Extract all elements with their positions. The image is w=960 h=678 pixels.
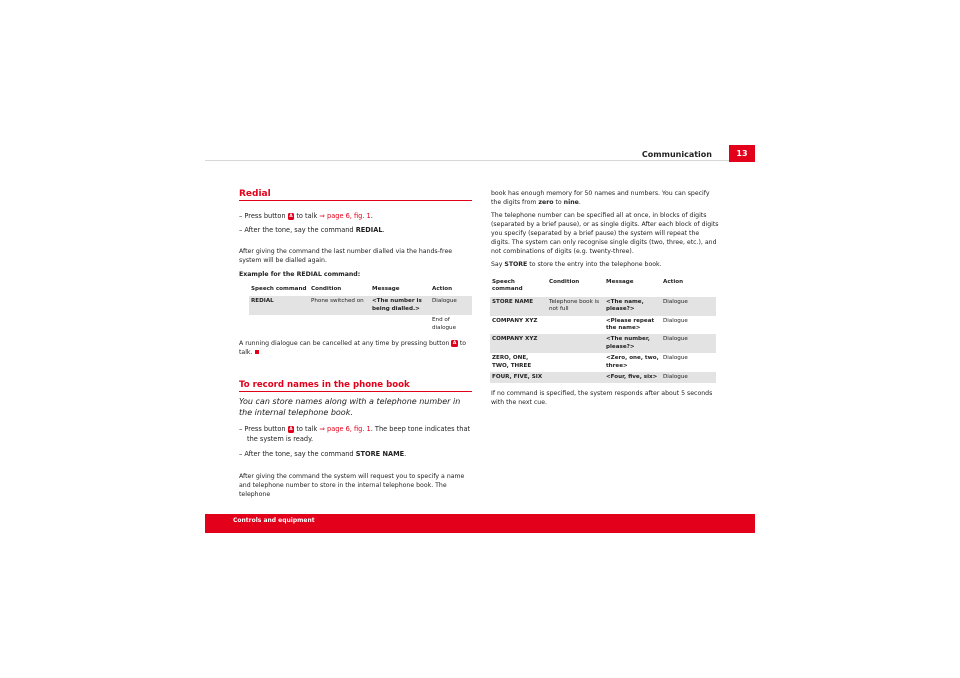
redial-example-heading: Example for the REDIAL command: [239,271,361,278]
header-rule [205,160,755,161]
right-paragraph-1: book has enough memory for 50 names and numbers. You can specify the digits from zero to nine. [491,190,710,206]
record-step-1: – Press button A to talk ⇒ page 6, fig. 1. The beep tone indicates that the system is ready. [239,425,471,443]
redial-table [249,284,472,334]
redial-step-2: – After the tone, say the command REDIAL. [239,226,385,234]
table-header-row: Speech command Condition Message Action [251,286,453,292]
page-number: 13 [736,149,748,158]
footer-bar [205,514,755,533]
redial-title: Redial [239,189,271,199]
record-title-rule [239,391,472,392]
redial-step-1: – Press button A to talk ⇒ page 6, fig. 1. [239,212,373,220]
talk-button-icon: A [289,213,293,219]
right-paragraph-2: The telephone number can be specified all at once, in blocks of digits (separated by a brief pause), or as single digits. After each block of digits you specify (separated by a brief pause) the system will repeat the digits. The system can only recognise single digits (two, three, etc.), and not combinations of digits (e.g. twenty-three). [491,212,719,255]
talk-button-icon: A [289,426,293,432]
page-number-box [729,145,755,162]
table-header-row: Speech command Condition Message Action [492,279,684,293]
record-subtitle: You can store names along with a telephone number in the internal telephone book. [239,397,461,417]
talk-button-icon: A [452,340,457,346]
redial-title-rule [239,200,472,201]
right-paragraph-3: Say STORE to store the entry into the telephone book. [491,261,662,268]
table-row: REDIAL Phone switched on <The number is being dialled.> Dialogue [249,296,472,315]
redial-cancel-note: A running dialogue can be cancelled at any time by pressing button A to talk. [239,340,467,356]
right-paragraph-4: If no command is specified, the system responds after about 5 seconds with the next cue. [491,390,713,406]
record-title: To record names in the phone book [239,380,410,390]
link-page-6-fig-1[interactable]: ⇒ page 6, fig. 1 [319,212,371,220]
table-row: STORE NAME Telephone book is not full <The name, please?> Dialogue [490,297,716,316]
table-row: End of dialogue [249,315,472,334]
redial-paragraph: After giving the command the last number dialled via the hands-free system will be dialled again. [239,248,453,264]
record-paragraph: After giving the command the system will request you to specify a name and telephone number to store in the internal telephone book. The telephone [239,473,465,498]
header-title: Communication [641,150,712,159]
table-row: COMPANY XYZ <Please repeat the name> Dialogue [490,316,716,335]
table-row: FOUR, FIVE, SIX <Four, five, six> Dialogue [490,372,716,383]
link-page-6-fig-1[interactable]: ⇒ page 6, fig. 1 [319,425,371,433]
footer-label: Controls and equipment [233,517,315,524]
record-step-2: – After the tone, say the command STORE NAME. [239,450,407,458]
section-end-icon [255,350,259,354]
table-row: ZERO, ONE, TWO, THREE <Zero, one, two, three> Dialogue [490,353,716,372]
table-row: COMPANY XYZ <The number, please?> Dialogue [490,334,716,353]
store-table [490,277,716,383]
